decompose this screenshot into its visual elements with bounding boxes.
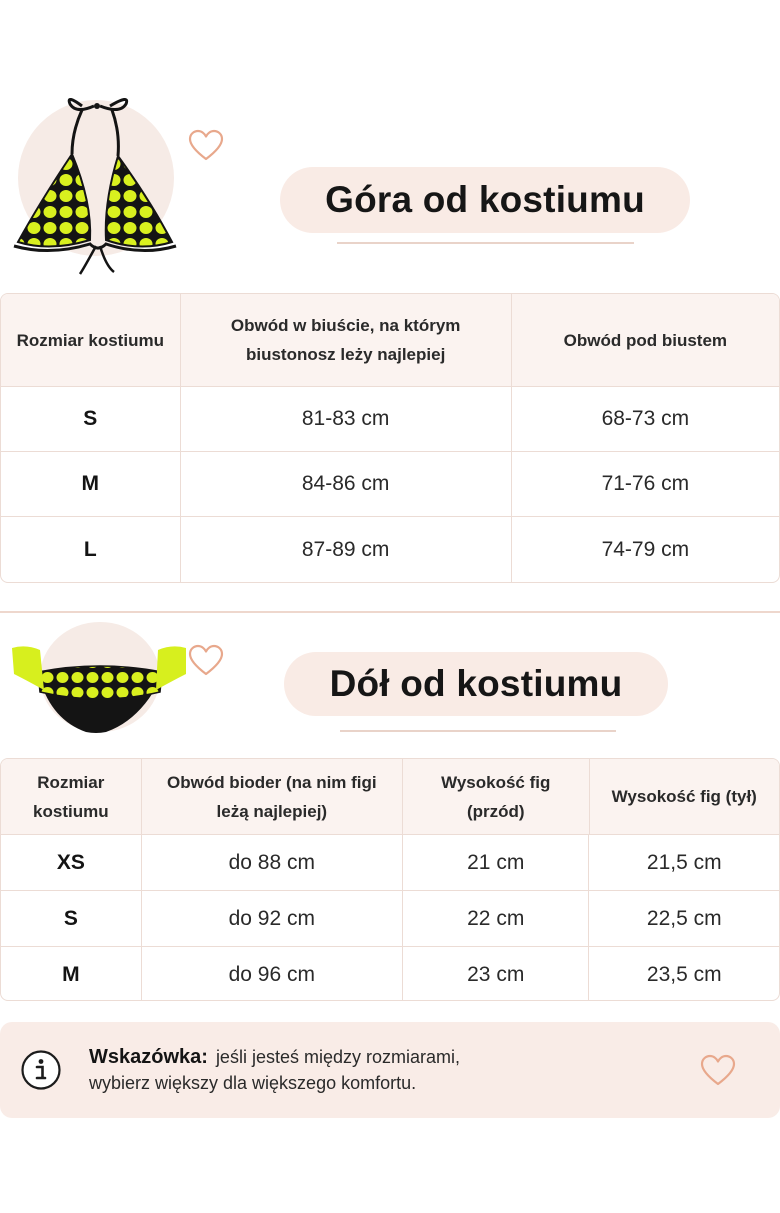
underbust-cell: 71-76 cm [601, 472, 690, 495]
size-table-top [0, 293, 780, 583]
size-cell: M [1, 947, 142, 1001]
tip-label: Wskazówka: [89, 1046, 208, 1068]
info-circle-icon [20, 1049, 62, 1091]
section-title-top-text: Góra od kostiumu [325, 179, 645, 220]
table-row [1, 517, 779, 582]
size-cell: XS [1, 835, 142, 890]
column-header: Rozmiar kostiumu [1, 294, 181, 386]
table-row [1, 452, 779, 517]
tip-line-2: wybierz większy dla większego komfortu. [89, 1073, 417, 1093]
table-row [1, 387, 779, 452]
size-cell: S [1, 891, 142, 946]
tip-text [89, 1044, 460, 1096]
section-title-bottom [284, 652, 668, 716]
heart-icon[interactable] [188, 128, 224, 164]
back-height-cell: 22,5 cm [646, 906, 722, 930]
section-title-top [280, 167, 690, 233]
column-header: Wysokość fig (przód) [403, 759, 590, 834]
heart-icon[interactable] [700, 1053, 736, 1089]
section-divider [0, 611, 780, 613]
column-header: Rozmiar kostiumu [1, 759, 142, 834]
hips-cell: do 92 cm [142, 891, 403, 946]
heart-icon[interactable] [188, 643, 224, 679]
bikini-top-image [10, 92, 190, 277]
size-cell: M [1, 452, 181, 516]
table-header-row [1, 294, 779, 387]
hips-cell: do 88 cm [142, 835, 403, 890]
column-header: Obwód bioder (na nim figi leżą najlepiej) [142, 759, 403, 834]
hips-cell: do 96 cm [142, 947, 403, 1001]
column-header: Wysokość fig (tył) [611, 787, 757, 806]
tip-box [0, 1022, 780, 1118]
back-height-cell: 21,5 cm [646, 850, 722, 874]
table-row [1, 947, 779, 1001]
front-height-cell: 22 cm [403, 891, 590, 946]
front-height-cell: 23 cm [403, 947, 590, 1001]
column-header: Obwód pod biustem [563, 330, 728, 350]
size-table-bottom [0, 758, 780, 1001]
underbust-cell: 68-73 cm [601, 407, 690, 430]
size-cell: L [1, 517, 181, 582]
back-height-cell: 23,5 cm [646, 962, 722, 986]
title-underline-top [337, 242, 634, 244]
table-row [1, 891, 779, 947]
table-row [1, 835, 779, 891]
section-title-bottom-text: Dół od kostiumu [329, 663, 623, 704]
table-header-row [1, 759, 779, 835]
column-header: Obwód w biuście, na którym biustonosz leży najlepiej [181, 294, 512, 386]
title-underline-bottom [340, 730, 616, 732]
front-height-cell: 21 cm [403, 835, 590, 890]
bikini-bottom-image [10, 640, 190, 735]
bust-cell: 84-86 cm [181, 452, 512, 516]
size-cell: S [1, 387, 181, 451]
bust-cell: 87-89 cm [181, 517, 512, 582]
underbust-cell: 74-79 cm [601, 537, 690, 561]
tip-line-1: jeśli jesteś między rozmiarami, [215, 1047, 460, 1067]
bust-cell: 81-83 cm [181, 387, 512, 451]
